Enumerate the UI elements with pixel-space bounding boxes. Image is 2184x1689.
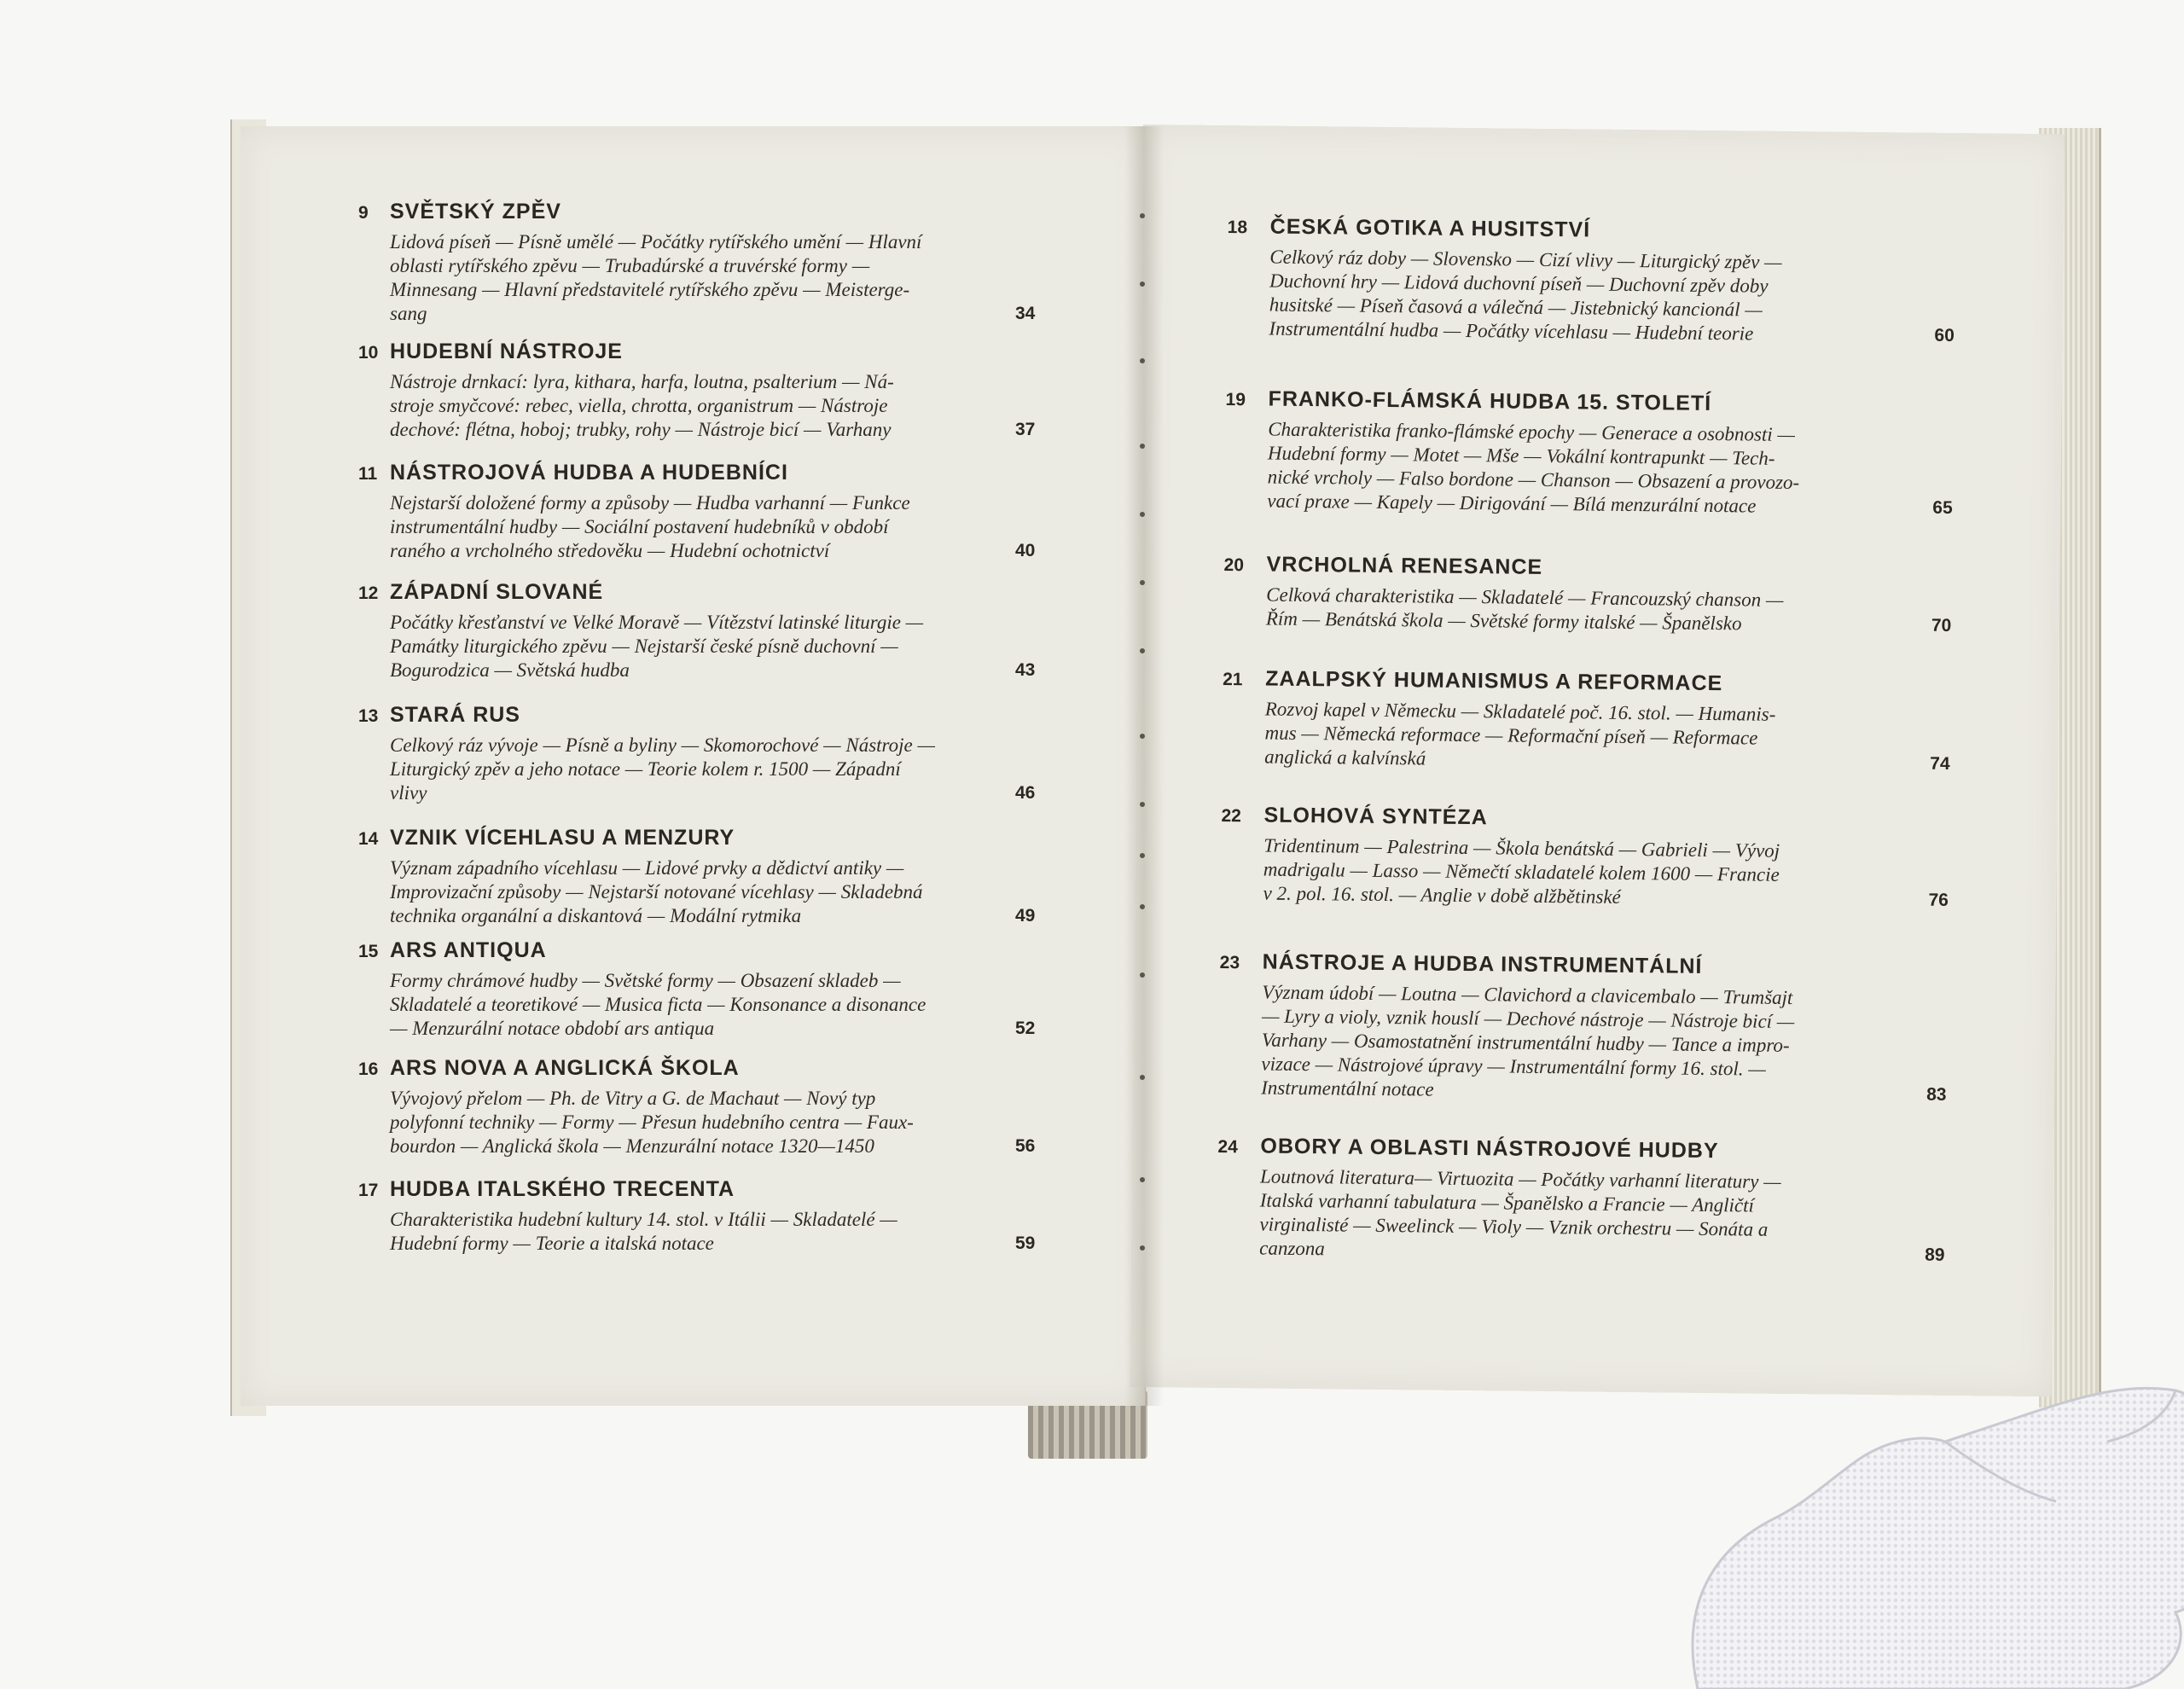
description-line: Loutnová literatura— Virtuozita — Počátky varhanní literatury — bbox=[1259, 1165, 1781, 1193]
description-line: Hudební formy — Motet — Mše — Vokální kontrapunkt — Tech- bbox=[1267, 442, 1775, 469]
binding-stitch bbox=[1140, 1245, 1145, 1251]
description-line: technika organální a diskantová — Modální rytmika bbox=[390, 905, 802, 926]
chapter-description bbox=[390, 1208, 987, 1256]
chapter-description bbox=[390, 856, 987, 928]
description-line: virginalisté — Sweelinck — Violy — Vznik orchestru — Sonáta a bbox=[1259, 1213, 1769, 1240]
description-line: Počátky křesťanství ve Velké Moravě — Vítězství latinské liturgie — bbox=[390, 612, 924, 633]
description-line: Památky liturgického zpěvu — Nejstarší české písně duchovní — bbox=[390, 636, 898, 657]
chapter-description bbox=[390, 230, 987, 326]
chapter-title: SVĚTSKÝ ZPĚV bbox=[390, 200, 561, 223]
description-line: Skladatelé a teoretikové — Musica ficta — Konsonance a disonance bbox=[390, 994, 926, 1015]
chapter-description bbox=[1269, 246, 1867, 347]
chapter-title: SLOHOVÁ SYNTÉZA bbox=[1263, 803, 1488, 830]
description-line: Charakteristika hudební kultury 14. stol. v Itálii — Skladatelé — bbox=[390, 1209, 897, 1230]
description-line: polyfonní techniky — Formy — Přesun hudebního centra — Faux- bbox=[390, 1111, 914, 1133]
description-line: Instrumentální notace bbox=[1261, 1077, 1434, 1100]
chapter-title: ZAALPSKÝ HUMANISMUS A REFORMACE bbox=[1265, 666, 1723, 696]
chapter-number: 11 bbox=[358, 464, 378, 484]
description-line: stroje smyčcové: rebec, viella, chrotta, organistrum — Nástroje bbox=[390, 395, 888, 416]
description-line: — Lyry a violy, vznik houslí — Dechové nástroje — Nástroje bicí — bbox=[1261, 1005, 1795, 1033]
page-number: 83 bbox=[1926, 1084, 1947, 1105]
description-line: Význam západního vícehlasu — Lidové prvky a dědictví antiky — bbox=[390, 857, 904, 879]
page-number: 37 bbox=[1015, 420, 1036, 439]
chapter-description bbox=[1267, 418, 1865, 519]
description-line: Celkový ráz vývoje — Písně a byliny — Skomorochové — Nástroje — bbox=[390, 734, 935, 756]
page-number: 40 bbox=[1015, 541, 1036, 560]
description-line: Nejstarší doložené formy a způsoby — Hudba varhanní — Funkce bbox=[390, 492, 910, 514]
chapter-title: VZNIK VÍCEHLASU A MENZURY bbox=[390, 826, 735, 850]
binding-stitch bbox=[1140, 972, 1145, 978]
chapter-description bbox=[390, 611, 987, 682]
description-line: Formy chrámové hudby — Světské formy — Obsazení skladeb — bbox=[390, 970, 901, 991]
chapter-number: 19 bbox=[1225, 390, 1246, 410]
page-number: 89 bbox=[1925, 1245, 1945, 1265]
description-line: canzona bbox=[1259, 1237, 1326, 1260]
description-line: Vývojový přelom — Ph. de Vitry a G. de Machaut — Nový typ bbox=[390, 1088, 876, 1109]
binding-stitch bbox=[1140, 512, 1145, 517]
page-number: 56 bbox=[1015, 1136, 1036, 1156]
chapter-number: 17 bbox=[358, 1181, 379, 1200]
binding-stitch bbox=[1140, 734, 1145, 739]
page-number: 46 bbox=[1015, 783, 1036, 803]
description-line: vizace — Nástrojové úpravy — Instrumentální formy 16. stol. — bbox=[1261, 1053, 1766, 1080]
page-number: 34 bbox=[1015, 304, 1036, 323]
page-number: 59 bbox=[1015, 1233, 1036, 1253]
toc-entry bbox=[1137, 665, 2059, 774]
chapter-number: 12 bbox=[358, 583, 379, 603]
page-number: 65 bbox=[1932, 497, 1953, 518]
toc-entry bbox=[1136, 802, 2058, 910]
toc-entry bbox=[1133, 1133, 2054, 1265]
description-line: Duchovní hry — Lidová duchovní píseň — Duchovní zpěv doby bbox=[1269, 270, 1769, 297]
chapter-number: 22 bbox=[1221, 806, 1241, 827]
right-page bbox=[1130, 125, 2065, 1396]
chapter-title: ZÁPADNÍ SLOVANÉ bbox=[390, 580, 604, 604]
description-line: Význam údobí — Loutna — Clavichord a clavicembalo — Trumšajt bbox=[1262, 981, 1793, 1009]
chapter-description bbox=[1266, 583, 1864, 637]
description-line: — Menzurální notace období ars antiqua bbox=[390, 1018, 715, 1039]
description-line: Tridentinum — Palestrina — Škola benátská — Gabrieli — Vývoj bbox=[1263, 834, 1780, 862]
page-number: 60 bbox=[1934, 325, 1955, 345]
description-line: Varhany — Osamostatnění instrumentální hudby — Tance a impro- bbox=[1261, 1029, 1790, 1056]
chapter-title: HUDBA ITALSKÉHO TRECENTA bbox=[390, 1177, 735, 1201]
chapter-title: ARS NOVA A ANGLICKÁ ŠKOLA bbox=[390, 1056, 740, 1080]
binding-stitch bbox=[1140, 282, 1145, 287]
chapter-title: ARS ANTIQUA bbox=[390, 938, 547, 962]
chapter-title: STARÁ RUS bbox=[390, 703, 520, 727]
description-line: Řím — Benátská škola — Světské formy italské — Španělsko bbox=[1265, 607, 1742, 635]
chapter-number: 21 bbox=[1223, 670, 1243, 690]
toc-entry bbox=[1141, 386, 2062, 518]
description-line: Rozvoj kapel v Německu — Skladatelé poč. 16. stol. — Humanis- bbox=[1264, 698, 1776, 725]
description-line: Nástroje drnkací: lyra, kithara, harfa, loutna, psalterium — Ná- bbox=[390, 371, 894, 392]
chapter-description bbox=[390, 1087, 987, 1158]
binding-stitch bbox=[1140, 1075, 1145, 1080]
chapter-title: ČESKÁ GOTIKA A HUSITSTVÍ bbox=[1269, 214, 1591, 242]
description-line: Minnesang — Hlavní představitelé rytířského zpěvu — Meisterge- bbox=[390, 279, 910, 300]
description-line: Instrumentální hudba — Počátky vícehlasu — Hudební teorie bbox=[1269, 317, 1754, 345]
binding-stitch bbox=[1140, 358, 1145, 363]
chapter-description bbox=[390, 370, 987, 442]
description-line: Hudební formy — Teorie a italská notace bbox=[390, 1233, 714, 1254]
page-number: 74 bbox=[1930, 753, 1950, 774]
page-number: 52 bbox=[1015, 1019, 1036, 1038]
chapter-description bbox=[1261, 981, 1859, 1106]
chapter-description bbox=[390, 734, 987, 805]
description-line: sang bbox=[390, 303, 427, 324]
chapter-number: 9 bbox=[358, 203, 369, 223]
binding-stitch bbox=[1140, 853, 1145, 858]
description-line: vlivy bbox=[390, 782, 427, 804]
toc-entry bbox=[1139, 551, 2060, 636]
chapter-number: 16 bbox=[358, 1059, 379, 1079]
chapter-number: 14 bbox=[358, 829, 379, 849]
chapter-title: OBORY A OBLASTI NÁSTROJOVÉ HUDBY bbox=[1260, 1134, 1719, 1164]
description-line: Lidová píseň — Písně umělé — Počátky rytířského umění — Hlavní bbox=[390, 231, 922, 252]
chapter-number: 18 bbox=[1227, 218, 1248, 238]
chapter-number: 20 bbox=[1223, 555, 1245, 576]
description-line: dechové: flétna, hoboj; trubky, rohy — Nástroje bicí — Varhany bbox=[390, 419, 892, 440]
description-line: anglická a kalvínská bbox=[1264, 746, 1426, 769]
page-number: 43 bbox=[1015, 660, 1036, 680]
chapter-title: VRCHOLNÁ RENESANCE bbox=[1266, 552, 1543, 579]
description-line: Liturgický zpěv a jeho notace — Teorie kolem r. 1500 — Západní bbox=[390, 758, 901, 780]
page-number: 76 bbox=[1928, 890, 1949, 910]
description-line: Improvizační způsoby — Nejstarší notované vícehlasy — Skladebná bbox=[390, 881, 923, 903]
binding-stitch bbox=[1140, 648, 1145, 653]
binding-stitch bbox=[1140, 904, 1145, 909]
toc-entry bbox=[1135, 949, 2056, 1105]
page-number: 70 bbox=[1931, 615, 1952, 636]
description-line: Bogurodzica — Světská hudba bbox=[390, 659, 630, 681]
chapter-description bbox=[1259, 1165, 1857, 1267]
chapter-number: 13 bbox=[358, 706, 379, 726]
chapter-title: NÁSTROJE A HUDBA INSTRUMENTÁLNÍ bbox=[1262, 949, 1703, 978]
binding-stitch bbox=[1140, 444, 1145, 449]
description-line: husitské — Píseň časová a válečná — Jistebnický kancionál — bbox=[1269, 293, 1763, 321]
chapter-title: FRANKO-FLÁMSKÁ HUDBA 15. STOLETÍ bbox=[1268, 386, 1712, 415]
binding-stitch bbox=[1140, 802, 1145, 807]
binding-stitch bbox=[1140, 213, 1145, 218]
description-line: raného a vrcholného středověku — Hudební ochotnictví bbox=[390, 540, 830, 561]
chapter-description bbox=[390, 969, 987, 1041]
toc-entry bbox=[1142, 213, 2064, 345]
gloved-hand bbox=[1578, 1331, 2184, 1689]
description-line: Celkový ráz doby — Slovensko — Cizí vlivy — Liturgický zpěv — bbox=[1269, 246, 1782, 273]
binding-stitch bbox=[1140, 1177, 1145, 1182]
description-line: mus — Německá reformace — Reformační píseň — Reformace bbox=[1264, 722, 1758, 749]
description-line: Celková charakteristika — Skladatelé — Francouzský chanson — bbox=[1266, 583, 1784, 611]
description-line: oblasti rytířského zpěvu — Trubadúrské a truvérské formy — bbox=[390, 255, 870, 276]
description-line: v 2. pol. 16. stol. — Anglie v době alžbětinské bbox=[1263, 882, 1621, 908]
right-toc-list bbox=[1143, 125, 2065, 1265]
description-line: madrigalu — Lasso — Němečtí skladatelé kolem 1600 — Francie bbox=[1263, 858, 1780, 885]
chapter-number: 10 bbox=[358, 343, 379, 363]
chapter-number: 23 bbox=[1219, 952, 1240, 973]
chapter-description bbox=[1263, 834, 1861, 912]
chapter-title: NÁSTROJOVÁ HUDBA A HUDEBNÍCI bbox=[390, 461, 788, 485]
description-line: instrumentální hudby — Sociální postavení hudebníků v období bbox=[390, 516, 889, 537]
chapter-title: HUDEBNÍ NÁSTROJE bbox=[390, 340, 623, 363]
description-line: Charakteristika franko-flámské epochy — Generace a osobnosti — bbox=[1268, 418, 1796, 446]
chapter-number: 15 bbox=[358, 942, 379, 961]
description-line: vací praxe — Kapely — Dirigování — Bílá menzurální notace bbox=[1267, 490, 1757, 517]
left-page bbox=[241, 126, 1146, 1406]
description-line: Italská varhanní tabulatura — Španělsko a Francie — Angličtí bbox=[1259, 1189, 1755, 1216]
binding-stitch bbox=[1140, 580, 1145, 585]
page-number: 49 bbox=[1015, 906, 1036, 926]
chapter-number: 24 bbox=[1217, 1136, 1238, 1158]
chapter-description bbox=[390, 491, 987, 563]
description-line: nické vrcholy — Falso bordone — Chanson — Obsazení a provozo- bbox=[1267, 466, 1800, 494]
book-gutter bbox=[1124, 126, 1164, 1406]
description-line: bourdon — Anglická škola — Menzurální notace 1320—1450 bbox=[390, 1135, 874, 1157]
chapter-description bbox=[1264, 698, 1862, 775]
